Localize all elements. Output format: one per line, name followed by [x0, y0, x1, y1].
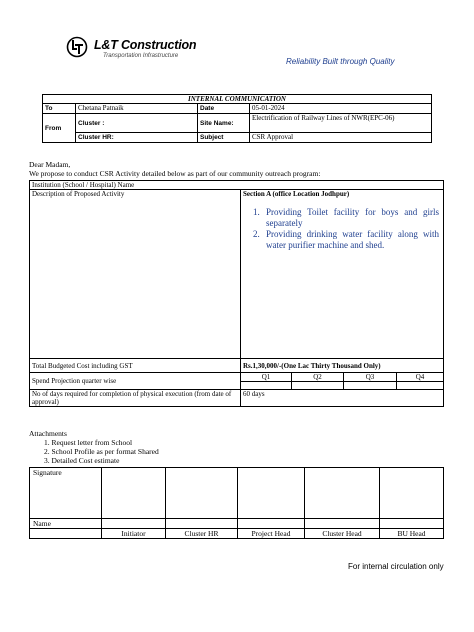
subject-value: CSR Approval	[250, 133, 432, 143]
role-cluster-head: Cluster Head	[305, 529, 380, 539]
section-title: Section A (office Location Jodhpur)	[243, 190, 350, 198]
site-name-value: Electrification of Railway Lines of NWR(EPC-06)	[250, 114, 432, 133]
intro-text: We propose to conduct CSR Activity detailed below as part of our community outreach program:	[29, 169, 321, 178]
list-item: 1. Providing Toilet facility for boys and girls separately	[253, 207, 439, 228]
csr-details-table	[29, 180, 444, 407]
quarter-q4: Q4	[397, 373, 444, 382]
cluster-label: Cluster :	[76, 114, 198, 133]
institution-label: Institution (School / Hospital) Name	[30, 181, 444, 190]
activity-cell	[241, 190, 444, 359]
quarter-q3: Q3	[344, 373, 397, 382]
date-value: 05-01-2024	[250, 104, 432, 114]
budget-label: Total Budgeted Cost including GST	[30, 359, 241, 373]
list-item: 1. Request letter from School	[44, 438, 133, 447]
quarter-q3-value	[344, 382, 397, 390]
tagline: Reliability Built through Quality	[286, 57, 395, 66]
quarter-q4-value	[397, 382, 444, 390]
internal-communication-table	[42, 94, 432, 143]
from-label: From	[43, 114, 76, 143]
bu-head-name	[380, 519, 444, 529]
attachments-title: Attachments	[29, 429, 67, 438]
signature-label: Signature	[30, 468, 102, 519]
quarter-q2-value	[292, 382, 344, 390]
lt-logo-icon	[66, 36, 88, 58]
cluster-head-name	[305, 519, 380, 529]
quarter-q1-value	[241, 382, 292, 390]
site-name-label: Site Name:	[198, 114, 250, 133]
footer-note: For internal circulation only	[348, 562, 444, 571]
list-item: 2. School Profile as per format Shared	[44, 447, 159, 456]
internal-communication-title: INTERNAL COMMUNICATION	[43, 95, 432, 104]
list-item: 2. Providing drinking water facility along with water purifier machine and shed.	[253, 229, 439, 250]
role-project-head: Project Head	[238, 529, 305, 539]
cluster-hr-signature	[166, 468, 238, 519]
days-required-value: 60 days	[241, 390, 444, 407]
brand-name: L&T Construction	[94, 38, 197, 52]
cluster-hr-label: Cluster HR:	[76, 133, 198, 143]
activity-list	[243, 207, 441, 251]
quarter-q2: Q2	[292, 373, 344, 382]
to-value: Chetana Patnaik	[76, 104, 198, 114]
bu-head-signature	[380, 468, 444, 519]
name-label: Name	[30, 519, 102, 529]
cluster-hr-name	[166, 519, 238, 529]
initiator-name	[102, 519, 166, 529]
role-empty-cell	[30, 529, 102, 539]
brand-subtitle: Transportation Infrastructure	[103, 53, 179, 59]
salutation: Dear Madam,	[29, 160, 71, 169]
days-required-label: No of days required for completion of physical execution (from date of approval)	[30, 390, 241, 407]
cluster-head-signature	[305, 468, 380, 519]
role-initiator: Initiator	[102, 529, 166, 539]
list-item: 3. Detailed Cost estimate	[44, 456, 120, 465]
signature-table	[29, 467, 444, 539]
initiator-signature	[102, 468, 166, 519]
spend-projection-label: Spend Projection quarter wise	[30, 373, 241, 390]
to-label: To	[43, 104, 76, 114]
role-bu-head: BU Head	[380, 529, 444, 539]
project-head-name	[238, 519, 305, 529]
description-label: Description of Proposed Activity	[30, 190, 241, 359]
role-cluster-hr: Cluster HR	[166, 529, 238, 539]
quarter-q1: Q1	[241, 373, 292, 382]
budget-value: Rs.1,30,000/-(One Lac Thirty Thousand Only)	[241, 359, 444, 373]
date-label: Date	[198, 104, 250, 114]
subject-label: Subject	[198, 133, 250, 143]
project-head-signature	[238, 468, 305, 519]
